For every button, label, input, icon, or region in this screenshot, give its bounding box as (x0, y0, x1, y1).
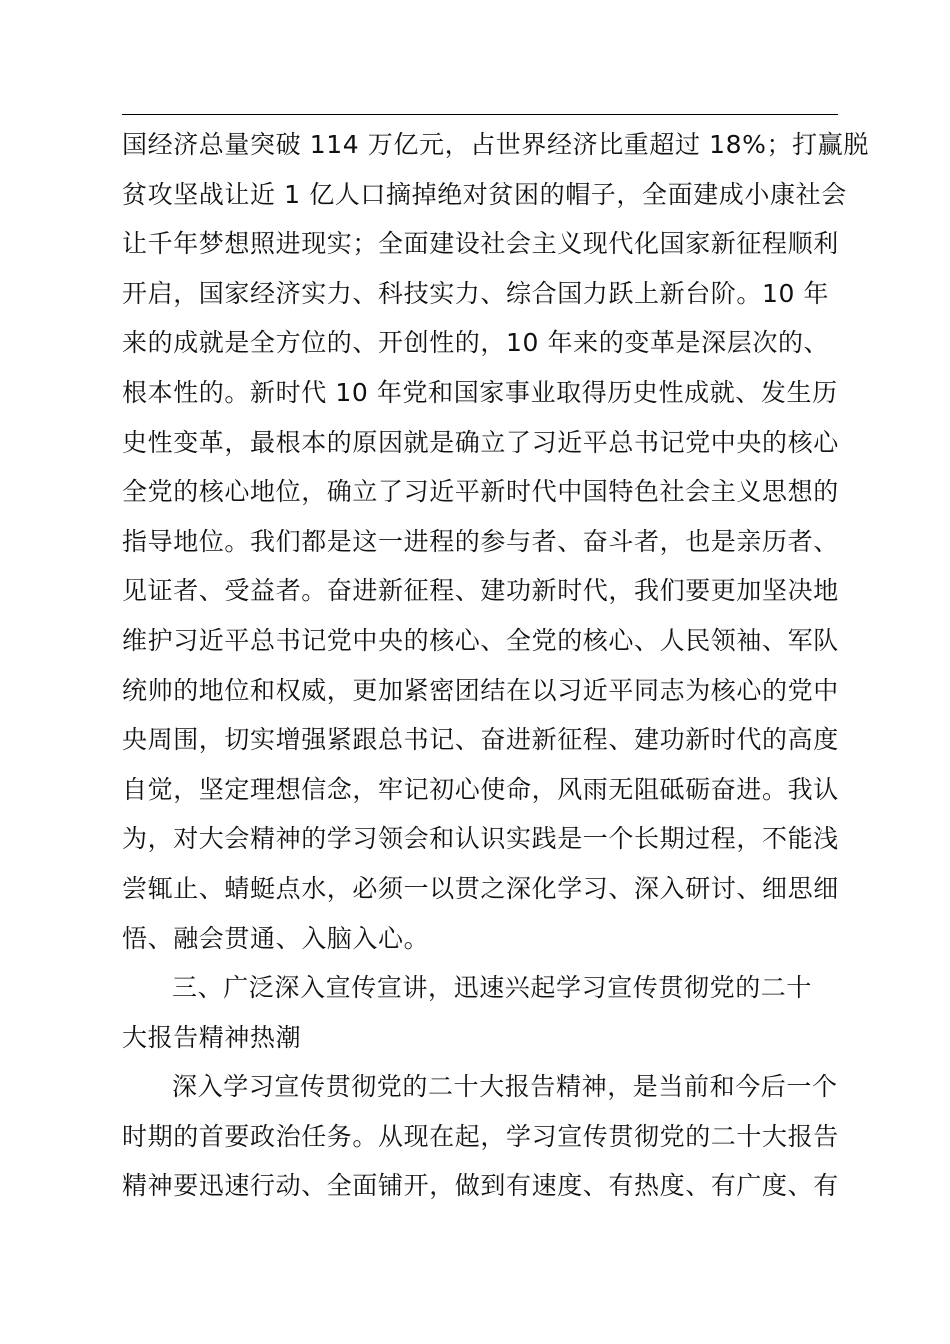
text-line: 根本性的。新时代 10 年党和国家事业取得历史性成就、发生历 (122, 377, 838, 407)
text-line: 见证者、受益者。奋进新征程、建功新时代，我们要更加坚决地 (122, 576, 839, 606)
text-line: 维护习近平总书记党中央的核心、全党的核心、人民领袖、军队 (122, 625, 839, 655)
text-line: 贫攻坚战让近 1 亿人口摘掉绝对贫困的帽子，全面建成小康社会 (122, 179, 847, 209)
text-line: 时期的首要政治任务。从现在起，学习宣传贯彻党的二十大报告 (122, 1121, 839, 1151)
text-line: 悟、融会贯通、入脑入心。 (122, 923, 430, 953)
text-line: 大报告精神热潮 (122, 1022, 302, 1052)
text-line: 自觉，坚定理想信念，牢记初心使命，风雨无阻砥砺奋进。我认 (122, 774, 839, 804)
text-line: 为，对大会精神的学习领会和认识实践是一个长期过程，不能浅 (122, 824, 839, 854)
text-line: 精神要迅速行动、全面铺开，做到有速度、有热度、有广度、有 (122, 1171, 839, 1201)
header-rule (122, 114, 838, 115)
text-line: 统帅的地位和权威，更加紧密团结在以习近平同志为核心的党中 (122, 675, 839, 705)
body-text (122, 120, 869, 1211)
text-line: 史性变革，最根本的原因就是确立了习近平总书记党中央的核心 (122, 427, 839, 457)
text-line: 全党的核心地位，确立了习近平新时代中国特色社会主义思想的 (122, 477, 839, 507)
text-line: 让千年梦想照进现实；全面建设社会主义现代化国家新征程顺利 (122, 229, 839, 259)
text-line: 来的成就是全方位的、开创性的，10 年来的变革是深层次的、 (122, 328, 830, 358)
text-line: 国经济总量突破 114 万亿元，占世界经济比重超过 18%；打赢脱 (122, 130, 869, 159)
text-line: 开启，国家经济实力、科技实力、综合国力跃上新台阶。10 年 (122, 278, 830, 308)
text-line: 央周围，切实增强紧跟总书记、奋进新征程、建功新时代的高度 (122, 725, 839, 755)
paragraph-first-line: 深入学习宣传贯彻党的二十大报告精神，是当前和今后一个 (172, 1072, 838, 1102)
text-line: 尝辄止、蜻蜓点水，必须一以贯之深化学习、深入研讨、细思细 (122, 873, 839, 903)
text-line: 指导地位。我们都是这一进程的参与者、奋斗者，也是亲历者、 (122, 526, 839, 556)
paragraph-first-line: 三、广泛深入宣传宣讲，迅速兴起学习宣传贯彻党的二十 (172, 973, 813, 1003)
